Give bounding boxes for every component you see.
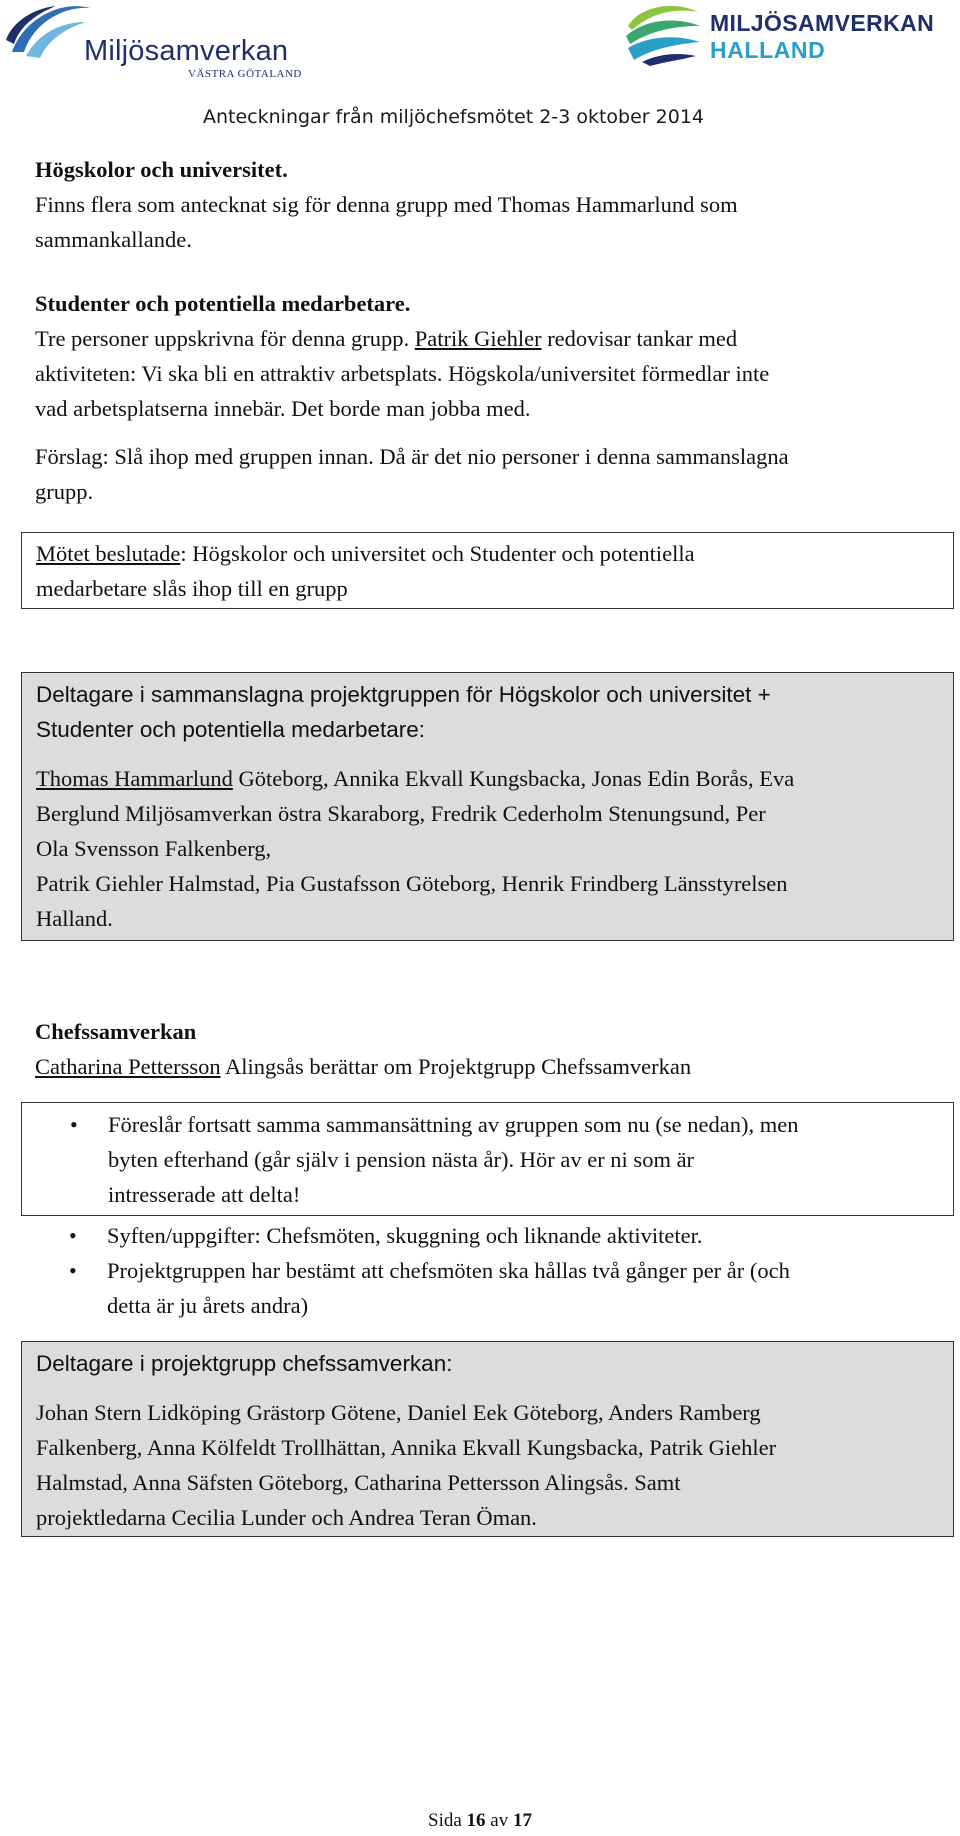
box-title-line bbox=[36, 1346, 939, 1381]
box-title-colon: : bbox=[418, 717, 426, 742]
decision-label: Mötet beslutade bbox=[36, 541, 181, 566]
text-segment: Göteborg, Annika Ekvall Kungsbacka, Jonas Edin Borås, Eva bbox=[232, 766, 795, 791]
box-title-colon: : bbox=[446, 1351, 453, 1376]
bullet-icon: • bbox=[69, 1223, 77, 1248]
participants-line: projektledarna Cecilia Lunder och Andrea Teran Öman. bbox=[36, 1505, 537, 1530]
participants-line: Halmstad, Anna Säfsten Göteborg, Catharina Pettersson Alingsås. Samt bbox=[36, 1470, 681, 1495]
box-title-text: Studenter och potentiella medarbetare bbox=[36, 717, 419, 742]
bullet-line: Föreslår fortsatt samma sammansättning av gruppen som nu (se nedan), men bbox=[108, 1112, 799, 1137]
box-title-line: Deltagare i sammanslagna projektgruppen för Högskolor och universitet + bbox=[36, 682, 771, 707]
bullet-item bbox=[21, 1218, 954, 1253]
paragraph-line: Förslag: Slå ihop med gruppen innan. Då är det nio personer i denna sammanslagna bbox=[35, 444, 789, 469]
logo-miljosamverkan-halland bbox=[622, 0, 952, 68]
proposal-bullet-box bbox=[21, 1102, 954, 1216]
participants-line: Berglund Miljösamverkan östra Skaraborg, Fredrik Cederholm Stenungsund, Per bbox=[36, 801, 766, 826]
section-heading: Chefssamverkan bbox=[35, 1019, 197, 1044]
bullet-icon: • bbox=[69, 1258, 77, 1283]
participants-line: Ola Svensson Falkenberg, bbox=[36, 836, 272, 861]
participants-line: Johan Stern Lidköping Grästorp Götene, Daniel Eek Göteborg, Anders Ramberg bbox=[36, 1400, 761, 1425]
section-heading: Studenter och potentiella medarbetare. bbox=[35, 291, 411, 316]
section-studenter bbox=[35, 286, 935, 509]
text-segment: : Högskolor och universitet och Studenter och potentiella bbox=[180, 541, 695, 566]
landscape-icon bbox=[622, 0, 702, 66]
logo-right-line1: MILJÖSAMVERKAN bbox=[710, 10, 935, 36]
footer-text: av bbox=[485, 1810, 513, 1831]
bullet-icon: • bbox=[70, 1112, 78, 1137]
bullet-item bbox=[21, 1253, 954, 1323]
decision-line bbox=[36, 536, 939, 571]
logo-miljosamverkan-vastra-gotaland bbox=[4, 0, 304, 80]
logo-left-name: Miljösamverkan bbox=[84, 35, 289, 67]
participants-line: Falkenberg, Anna Kölfeldt Trollhättan, Annika Ekvall Kungsbacka, Patrik Giehler bbox=[36, 1435, 777, 1460]
text-segment: Tre personer uppskrivna för denna grupp. bbox=[35, 326, 415, 351]
paragraph-line: sammankallande. bbox=[35, 227, 192, 252]
paragraph-line bbox=[35, 321, 935, 356]
bullet-line: intresserade att delta! bbox=[108, 1182, 301, 1207]
participants-box-chefssamverkan bbox=[21, 1341, 954, 1537]
paragraph-line bbox=[35, 1049, 935, 1084]
section-hogskolor bbox=[35, 152, 935, 257]
participants-line bbox=[36, 761, 939, 796]
bullet-line: Projektgruppen har bestämt att chefsmöten ska hållas två gånger per år (och bbox=[107, 1258, 790, 1283]
bullet-list bbox=[21, 1218, 954, 1323]
person-link-catharina-pettersson[interactable]: Catharina Pettersson bbox=[35, 1054, 221, 1079]
bullet-line: detta är ju årets andra) bbox=[107, 1293, 309, 1318]
person-link-thomas-hammarlund[interactable]: Thomas Hammarlund bbox=[36, 766, 233, 791]
box-title-line bbox=[36, 712, 939, 747]
page-footer bbox=[0, 1810, 960, 1832]
bullet-line: byten efterhand (går själv i pension nästa år). Hör av er ni som är bbox=[108, 1147, 695, 1172]
page-total: 17 bbox=[512, 1810, 532, 1831]
participants-box-merged-group bbox=[21, 672, 954, 941]
logo-left-subtitle: VÄSTRA GÖTALAND bbox=[188, 68, 302, 80]
bullet-list-continued bbox=[21, 1218, 954, 1323]
box-title-text: Deltagare i projektgrupp chefssamverkan bbox=[36, 1351, 447, 1376]
footer-text: Sida bbox=[428, 1810, 467, 1831]
bullet-line: Syften/uppgifter: Chefsmöten, skuggning och liknande aktiviteter. bbox=[107, 1223, 703, 1248]
paragraph-line: grupp. bbox=[35, 479, 94, 504]
text-segment: Alingsås berättar om Projektgrupp Chefssamverkan bbox=[220, 1054, 692, 1079]
decision-line: medarbetare slås ihop till en grupp bbox=[36, 576, 348, 601]
person-link-patrik-giehler[interactable]: Patrik Giehler bbox=[414, 326, 542, 351]
decision-box bbox=[21, 532, 954, 609]
page-number: 16 bbox=[466, 1810, 486, 1831]
section-heading: Högskolor och universitet. bbox=[35, 157, 288, 182]
paragraph-line: aktiviteten: Vi ska bli en attraktiv arbetsplats. Högskola/universitet förmedlar inte bbox=[35, 361, 770, 386]
paragraph-line: vad arbetsplatserna innebär. Det borde man jobba med. bbox=[35, 396, 531, 421]
page-header-title: Anteckningar från miljöchefsmötet 2-3 oktober 2014 bbox=[203, 106, 704, 128]
participants-line: Halland. bbox=[36, 906, 113, 931]
bullet-list bbox=[22, 1107, 953, 1212]
swoosh-icon bbox=[4, 0, 94, 70]
logo-right-line2: HALLAND bbox=[710, 37, 826, 63]
participants-line: Patrik Giehler Halmstad, Pia Gustafsson Göteborg, Henrik Frindberg Länsstyrelsen bbox=[36, 871, 788, 896]
section-chefssamverkan bbox=[35, 1014, 935, 1084]
bullet-item bbox=[22, 1107, 953, 1212]
text-segment: redovisar tankar med bbox=[541, 326, 738, 351]
paragraph-line: Finns flera som antecknat sig för denna grupp med Thomas Hammarlund som bbox=[35, 192, 738, 217]
